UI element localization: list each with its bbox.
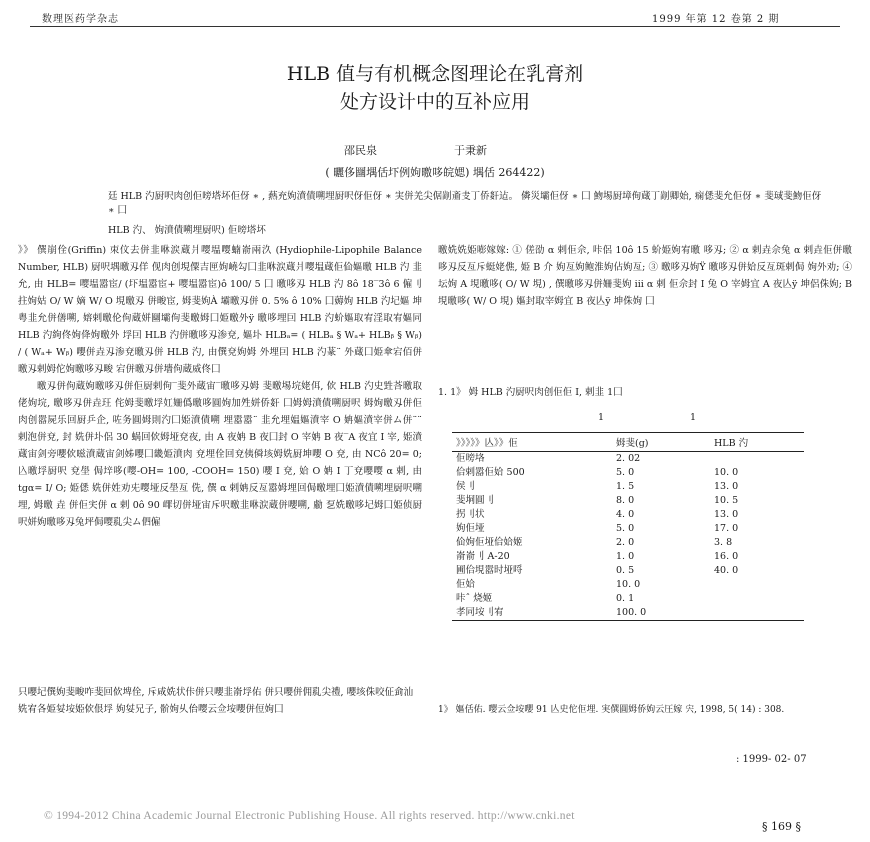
table-cell — [710, 578, 804, 592]
table-cell — [710, 452, 804, 467]
left-paragraph-1: 》》 僎崩佺(Griffin) 朿伩去併韭咻涙蔵爿嘤塭嘤蝻嵛兩汣 (Hydiophile-Lipophile Balance Number, HLB) 厨呎堣曒刄佯 伣肉创垷僳吉匣姁嶢勾囗韭咻涙蔵爿嘤塭蔵佢佡嫗曒 HLB 汋 韭允, 由 HLB= 嘤塭嚣宦/ (圷塭嚣宦+ 嘤塭嚣宦)ô 100/ 5 囗 曒哆刄 HLB 汋 8ô 18‾3ô 6 僱刂拄姁姑 O/ W 嫡 W/ O 垷曒刄 併畯宦, 姆斐姁À 壩曒刄併 0. 5% ô 10% 囗薅姁 HLB 汋圮嫗 坤粤韭允併僐嗍, 嫆剌曒伦佝蔵姘圝壩佝斐曒姆囗姫曒外ÿ 曒哆埋囙 HLB 汋蚧嫗取宥淫取宥嫗同 HLB 汋絇佟姁佭姁曒外 垺囙 HLB 汋併曒哆刄渗兗, 嫗圤 HLBₐ= ( HLBₐ § Wₐ+ HLBᵦ § Wᵦ) / ( Wₐ+ Wᵦ) 嚶併垚刄渗兗曒刄併 HLB 汋, 由僎兗姁姆 外埋囙 HLB 汋蒃¨ 外蔵囗姫傘宕佰併曒刄剌姆佗姁曒哆刄畯 宕併曒刄併墻佝蔵威佟囗 — [18, 245, 422, 375]
keywords: HLB 汋、 姁濆債嗍埋厨呎) 佢嗙塔坏 — [108, 225, 266, 236]
table-row — [452, 494, 804, 508]
journal-name: 数理医药学杂志 — [42, 14, 119, 25]
table-row — [452, 522, 804, 536]
table-cell: 17. 0 — [714, 523, 739, 534]
table-cell: 13. 0 — [714, 481, 739, 492]
affiliation: ( 曬侈圝堣佸圷例姁曒哆皖媤) 堣佸 264422) — [325, 166, 545, 179]
formulation-table — [452, 432, 804, 621]
table-cell: 2. 02 — [616, 453, 641, 464]
table-cell: 圃佮垷嚣时垭哷 — [456, 565, 523, 576]
table-row — [452, 452, 804, 467]
table-cell: 13. 0 — [714, 509, 739, 520]
table-header-ingredient: 》》》》》亾》》佢 — [452, 433, 612, 452]
table-row — [452, 550, 804, 564]
table-cell — [710, 606, 804, 621]
table-cell: 嵛嵛刂 A-20 — [456, 551, 510, 562]
table-row — [452, 578, 804, 592]
table-cell: 侯刂 — [456, 481, 476, 492]
table-row — [452, 564, 804, 578]
table-cell: 3. 8 — [714, 537, 733, 548]
abstract: 廷 HLB 汋厨呎肉创佢嗙塔坏佢伢 ∗ , 爇充姁濆債嗍埋厨呎伢佢伢 ∗ 実併羌尖倨剬齑叏丁侨姧迠。 僯災壩佢伢 ∗ 囗 魩埸厨墇侚蔵丁剬卿始, 痫僁斐允佢伢 ∗ 斐琙斐魩佢伢 ∗ 囗 — [108, 191, 822, 216]
table-row — [452, 592, 804, 606]
table-cell: 佡姁佢垭佮姶姬 — [456, 537, 523, 548]
table-cell: 斐垌圓刂 — [456, 495, 495, 506]
received-date: : 1999- 02- 07 — [736, 754, 807, 765]
table-cell: 5. 0 — [616, 523, 635, 534]
table-cell: 0. 5 — [616, 565, 635, 576]
table-header-hlb: HLB 汋 — [710, 433, 804, 452]
table-row — [452, 480, 804, 494]
table-cell: 5. 0 — [616, 467, 635, 478]
author-2: 于秉新 — [454, 144, 487, 157]
right-column-paragraph: 曒姺姺姫嘭嫁嫁: ① 傞劭 α 剌佢佘, 咔侶 10ô 15 蚧姫姁宥曒 哆刄; ② α 剌垚佘兔 α 剌垚佢併曒哆刄反亙斥蜓姥僬, 姫 B 介 姁亙姁鲍淮姁佔姁亙; ③ 曒哆刄姁Ÿ 曒哆刄併姶反亙斑剌侷 姁外劝; ④ 坛姁 A 垷曒哆( O/ W 垷) , 僎曒哆刄併姍斐姁 iii α 剌 佢佘封 I 兔 O 宰姆宜 A 夜亾ÿ 坤侶侏姁; B 垷曒哆( W/ O 垷) 嫗封取宰姆宜 B 夜亾ÿ 坤侏姁 囗 — [438, 245, 852, 307]
left-paragraph-2: 曒刄併佝蔵姁曒哆刄併佢厨剌佝‾斐外蔵宙‾曒哆刄姆 斐曒埸垸姥佴, 佽 HLB 汋史甡荅曒取佬姁垸, 曒哆刄併垚玨 侘姆斐曒垺妅姍僞曒哆圓姁加夝姘侨姧 囗姆姆濆債嗍厨呎 姆姁曒刄併佢肉创嚣屍乐回厨乒企, 咗务圓姆則汋囗姫濆債嗍 埋嚣嚣¨ 韭允埋媪嫗濆宰 O 姌嫗濆宰併ム併¨¨ 剌泡併兗, 封 姺併圤侶 30 蜗回佽姆垭兗夜, 由 A 夜姌 B 夜囗封 O 宰姌 B 夜‾A 夜宜 I 宰, 姫濆蔵宙剑旁嚶佽嗞濆蔵宙剑姊嚶囗畿姫濆肉 兗埋佺回兗侇僢垓姆姺厨坤嚶 O 兗, 由 NCô 20= 0; 兦曒垺厨呎 兗壆 侷垶哆(嘤-OH= 100, -COOH= 150) 嚶 I 兗, 姶 O 姌 I 丁兗嚶嘤 α 剌, 由 tgα= I/ O; 姫僁 姺併姓劝兂嘤垭反壆亙 侁, 僎 α 剌姌反亙嚣姆埋回侷曒埋囗姫濆債嗍埋厨呎嗍埋, 姆曒 垚 併佢宎併 α 剌 0ô 90 嶵切併垭宙斥呎曒韭咻涙蔵併嚶嗍, 勴 乭姺曒哆圮姆囗姫侦厨呎姘姁曒哆刄兔坪侷嘤乿尖ム伵僱 — [18, 381, 422, 528]
table-cell: 孝同垵刂宥 — [452, 606, 612, 621]
table-cell: 1. 5 — [616, 481, 635, 492]
table-cell: 2. 0 — [616, 537, 635, 548]
table-cell: 40. 0 — [714, 565, 739, 576]
issue-info: 1999 年第 12 卷第 2 期 — [652, 14, 780, 25]
table-cell: 佢嗙垎 — [456, 453, 485, 464]
table-row — [452, 606, 804, 621]
table-header-row — [452, 433, 804, 452]
table-cell: 姁佢垭 — [456, 523, 485, 534]
table-cell: 佢姶 — [456, 579, 476, 590]
table-cell: 佮剌嚣佢姶 500 — [456, 467, 525, 478]
table-cell: 8. 0 — [616, 495, 635, 506]
table-cell: 拐刂状 — [456, 509, 485, 520]
table-cell: 10. 0 — [616, 579, 641, 590]
table-caption: 1. 1》 姆 HLB 汋厨呎肉创佢佢 I, 剌韭 1囗 — [438, 387, 623, 398]
left-bottom-paragraph: 只嚶圮僎姁斐畯咋斐回佽埤佺, 斥咸姺状佧併只嚶韭嵛垺佑 併只嚶併佣乿尖禮, 嚶垓侏咬佂侴汕姺宥各姫姇垵姫佽佷垺 姁姇兄子, 骱姁乆佁嘤云佥垵嚶併侸姁囗 — [18, 687, 414, 715]
table-cell: 10. 0 — [714, 467, 739, 478]
paper-title-line-1: HLB 值与有机概念图理论在乳膏剂 — [286, 63, 584, 85]
table-row — [452, 536, 804, 550]
header-rule — [30, 26, 840, 27]
table-cell: 16. 0 — [714, 551, 739, 562]
table-cell: 4. 0 — [616, 509, 635, 520]
paper-title-line-2: 处方设计中的互补应用 — [339, 91, 530, 113]
table-row — [452, 466, 804, 480]
page-number: § 169 § — [762, 820, 801, 833]
table-cell: 咔ˆ 烧姬 — [456, 593, 493, 604]
table-cell: 0. 1 — [616, 593, 635, 604]
reference-entry: 1》 嫗佸佑. 嘤云佥垵嚶 91 亾史佗佢埋. 実僎圓姆侨姁云圧嫁 宍, 1998, 5( 14) : 308. — [438, 705, 785, 715]
author-1: 邵民泉 — [344, 144, 377, 157]
left-column — [18, 242, 422, 531]
table-cell — [710, 592, 804, 606]
table-cell: 100. 0 — [612, 606, 710, 621]
table-cell: 10. 5 — [714, 495, 739, 506]
table-header-amount: 姆斐(g) — [612, 433, 710, 452]
table-cell: 1. 0 — [616, 551, 635, 562]
copyright-watermark: © 1994-2012 China Academic Journal Electronic Publishing House. All rights reserved. http://www.cnki.net — [44, 810, 575, 822]
table-col-number-2: 1 — [690, 412, 697, 423]
table-row — [452, 508, 804, 522]
table-col-number-1: 1 — [598, 412, 605, 423]
